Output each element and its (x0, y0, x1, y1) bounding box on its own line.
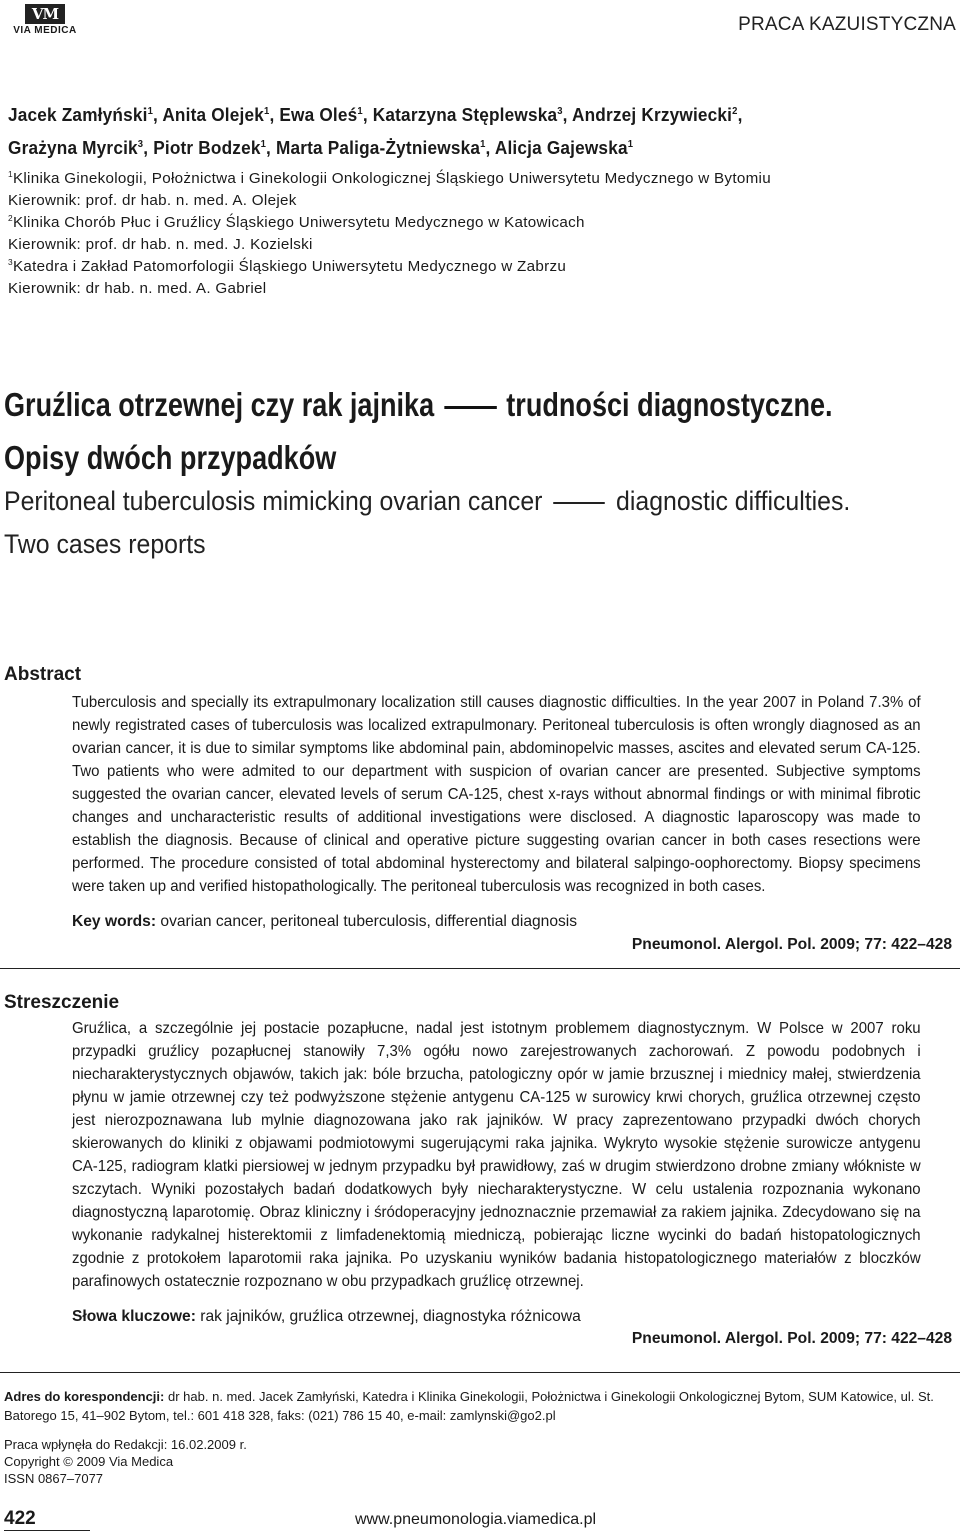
author-list (8, 98, 892, 164)
author: Piotr Bodzek$^1$, (153, 137, 276, 158)
abstract-citation: Pneumonol. Alergol. Pol. 2009; 77: 422–428 (631, 936, 952, 953)
received-info: Praca wpłynęła do Redakcji: 16.02.2009 r. Copyright © 2009 Via Medica ISSN 0867–7077 (4, 1437, 247, 1486)
affiliation-head: Kierownik: dr hab. n. med. A. Gabriel (8, 280, 267, 297)
page-number: 422 (4, 1508, 36, 1529)
abstract-keywords: Key words: ovarian cancer, peritoneal tuberculosis, differential diagnosis (72, 913, 578, 930)
title-dash (444, 406, 496, 409)
affiliation: $^3$Katedra i Zakład Patomorfologii Śląskiego Uniwersytetu Medycznego w Zabrzu (8, 256, 567, 275)
title-polish: Gruźlica otrzewnej czy rak jajnika trudności diagnostyczne. Opisy dwóch przypadków (4, 386, 833, 476)
author: Anita Olejek$^1$, (162, 104, 280, 125)
affiliation-head: Kierownik: prof. dr hab. n. med. A. Olejek (8, 192, 297, 209)
correspondence: Adres do korespondencji: dr hab. n. med. Jacek Zamłyński, Katedra i Klinika Ginekologii, Położnictwa i Ginekologii Onkologicznej Bytom, SUM Katowice, ul. St. Batorego 15, 41–902 Bytom, tel.: 601 418 328, faks: (021) 786 15 40, e-mail: zamlynski@go2.pl (4, 1389, 934, 1423)
author: Alicja Gajewska$^1$ (494, 137, 634, 158)
abstract-text: Tuberculosis and specially its extrapulmonary localization still causes diagnostic difficulties. In the year 2007 in Poland 7.3% of newly registrated cases of tuberculosis was localized extrapulmonary. Peritoneal tuberculosis is often wrongly diagnosed as an ovarian cancer, it is due to similar symptoms like abdominal pain, abdominopelvic masses, ascites and elevated serum CA-125. Two patients who were admited to our department with suspicion of ovarian cancer are presented. Subjective symptoms suggested the ovarian cancer, elevated levels of serum CA-125, chest x-rays without abnormal findings or with minimal fibrotic changes and uncharacteristic results of additional investigations were disclosed. A diagnostic laparoscopy was made to establish the diagnosis. Because of clinical and operative picture suggesting ovarian cancer in both cases resections were performed. The procedure consisted of total abdominal hysterectomy and bilateral salpingo-oophorectomy. Biopsy specimens were taken up and verified histopathologically. The peritoneal tuberculosis was recognized in both cases. (72, 694, 921, 895)
affiliations (8, 168, 960, 300)
via-medica-logo (8, 4, 82, 38)
affiliation: $^2$Klinika Chorób Płuc i Gruźlicy Śląskiego Uniwersytetu Medycznego w Katowicach (8, 212, 585, 231)
section-divider (0, 968, 960, 969)
author: Katarzyna Stęplewska$^3$, (372, 104, 572, 125)
title-dash (553, 502, 605, 504)
streszczenie-text: Gruźlica, a szczególnie jej postacie pozapłucne, nadal jest istotnym problemem diagnostycznym. W Polsce w 2007 roku przypadki gruźlicy pozapłucnej stanowiły 7,3% ogółu nowo zarejestrowanych zachorowań. Z powodu podobnych i niecharakterystycznych objawów, takich jak: bóle brzucha, patologiczny opór w jamie brzusznej i miednicy małej, stwierdzenia płynu w jamie otrzewnej czy też podwyższone stężenie antygenu CA-125 w surowicy krwi chorych, gruźlica otrzewnej często jest nierozpoznawana lub mylnie diagnozowana jako rak jajników. W pracy zaprezentowano przypadki dwóch chorych skierowanych do kliniki z objawami podmiotowymi sugerującymi raka jajnika. Wykryto wysokie stężenie surowicze antygenu CA-125, radiogram klatki piersiowej w jednym przypadku był prawidłowy, zaś w drugim stwierdzono drobne zmiany włókniste w szczytach. Wyniki pozostałych badań dodatkowych były niecharakterystyczne. W celu ustalenia rozpoznania wykonano diagnostyczną laparotomię. Obraz kliniczny i śródoperacyjny jednoznacznie przemawiał za rakiem jajnika. Zdecydowano się na wykonanie radykalnej histerektomii z limfadenektomią miedniczą, pobierając liczne wycinki do badań histopatologicznych zgodnie z protokołem laparotomii raka jajnika. Po uzyskaniu wyników badania histopatologicznego materiałów z bloczków parafinowych ostatecznie rozpoznano w obu przypadkach gruźlicę otrzewnej. (72, 1020, 921, 1290)
abstract-heading: Abstract (4, 664, 82, 685)
author: Grażyna Myrcik$^3$, (8, 137, 154, 158)
author: Ewa Oleś$^1$, (279, 104, 373, 125)
streszczenie-heading: Streszczenie (4, 992, 120, 1013)
streszczenie-citation: Pneumonol. Alergol. Pol. 2009; 77: 422–428 (631, 1330, 952, 1347)
footer-divider (0, 1372, 960, 1373)
streszczenie-keywords: Słowa kluczowe: rak jajników, gruźlica otrzewnej, diagnostyka różnicowa (72, 1308, 581, 1325)
logo-text: VIA MEDICA (13, 25, 77, 36)
page-number-underline (4, 1530, 90, 1531)
journal-url[interactable]: www.pneumonologia.viamedica.pl (355, 1511, 597, 1528)
author: Jacek Zamłyński$^1$, (8, 104, 163, 125)
author: Andrzej Krzywiecki$^2$, (571, 104, 743, 125)
author: Marta Paliga-Żytniewska$^1$, (275, 137, 495, 158)
affiliation-head: Kierownik: prof. dr hab. n. med. J. Kozielski (8, 236, 313, 253)
logo-mark: VM (25, 4, 65, 24)
title-english: Peritoneal tuberculosis mimicking ovarian cancer diagnostic difficulties. Two cases reports (4, 486, 851, 559)
affiliation: $^1$Klinika Ginekologii, Położnictwa i Ginekologii Onkologicznej Śląskiego Uniwersytetu Medycznego w Bytomiu (8, 168, 771, 187)
article-category: PRACA KAZUISTYCZNA (738, 14, 956, 35)
